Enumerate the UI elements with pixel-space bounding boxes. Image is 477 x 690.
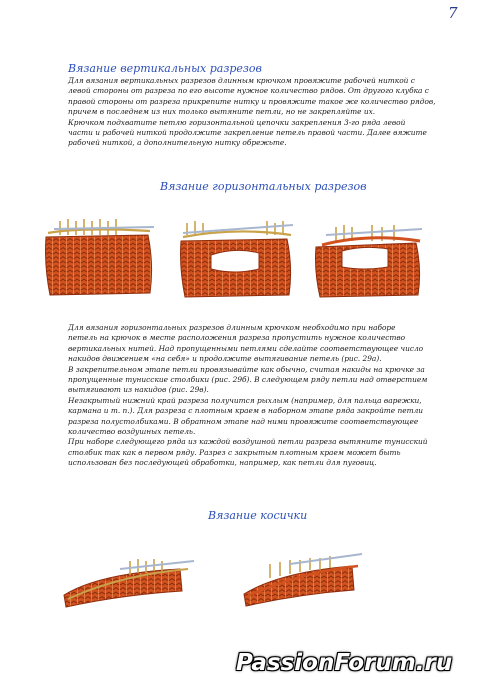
text-line: Для вязания горизонтальных разрезов длинным крючком необходимо при наборе [68, 323, 396, 332]
text-line: левой стороны от разреза по его высоте нужное количество рядов. От другого клубка с [68, 86, 429, 96]
text-line: правой стороны от разреза прикрепите нитку и провяжите такое же количество рядов, [68, 96, 436, 106]
figure-knit-sample-29a [42, 215, 157, 300]
text-line: накидов движением «на себя» и продолжите вытягивание петель (рис. 29а). [68, 354, 382, 364]
text-line: вытягивают из накидов (рис. 29в). [68, 385, 209, 395]
paragraph-horizontal-slits [68, 323, 448, 469]
text-line: При наборе следующего ряда из каждой воздушной петли разреза вытяните тунисский [68, 437, 428, 447]
paragraph-vertical-slits [68, 76, 448, 149]
figure-braid-sample-left [60, 555, 200, 610]
figure-braid-sample-right [240, 548, 365, 608]
text-line: Для вязания вертикальных разрезов длинным крючком провяжите рабочей ниткой с [68, 76, 415, 85]
page-number: 7 [448, 4, 458, 22]
text-line: Незакрытый нижний край разреза получится рыхлым (например, для пальца варежки, [68, 395, 422, 405]
text-line: пропущенные тунисские столбики (рис. 29б). В следующем ряду петли над отверстием [68, 375, 428, 385]
figure-knit-sample-29c [312, 215, 427, 300]
watermark-text: PassionForum.ru [236, 650, 453, 676]
text-line: кармана и т. п.). Для разреза с плотным краем в наборном этапе ряда закройте петли [68, 406, 424, 416]
heading-braid: Вязание косички [208, 509, 308, 522]
text-line: петель на крючок в месте расположения разреза пропустить нужное количество [68, 333, 406, 343]
text-line: части и рабочей ниткой продолжите закрепление петель правой части. Далее вяжите [68, 128, 427, 138]
text-line: В закрепительном этапе петли провязывайте как обычно, считая накиды на крючке за [68, 364, 425, 374]
heading-vertical-slits: Вязание вертикальных разрезов [68, 62, 262, 75]
text-line: столбик так как в первом ряду. Разрез с закрытым плотным краем может быть [68, 447, 401, 457]
figure-knit-sample-29b [177, 215, 297, 300]
text-line: использован без последующей обработки, например, как петли для пуговиц. [68, 458, 377, 468]
text-line: рабочей ниткой, а дополнительную нитку обрежьте. [68, 138, 287, 148]
text-line: количество воздушных петель. [68, 427, 196, 437]
text-line: разреза полустолбиками. В обратном этапе над ними провяжите соответствующее [68, 416, 419, 426]
text-line: вертикальных нитей. Над пропущенными петлями сделайте соответствующее число [68, 343, 424, 353]
text-line: Крючком подхватите петлю горизонтальной цепочки закрепления 3-го ряда левой [68, 117, 406, 127]
heading-horizontal-slits: Вязание горизонтальных разрезов [160, 180, 367, 193]
text-line: причем в последнем из них только вытяните петли, но не закрепляйте их. [68, 107, 376, 117]
